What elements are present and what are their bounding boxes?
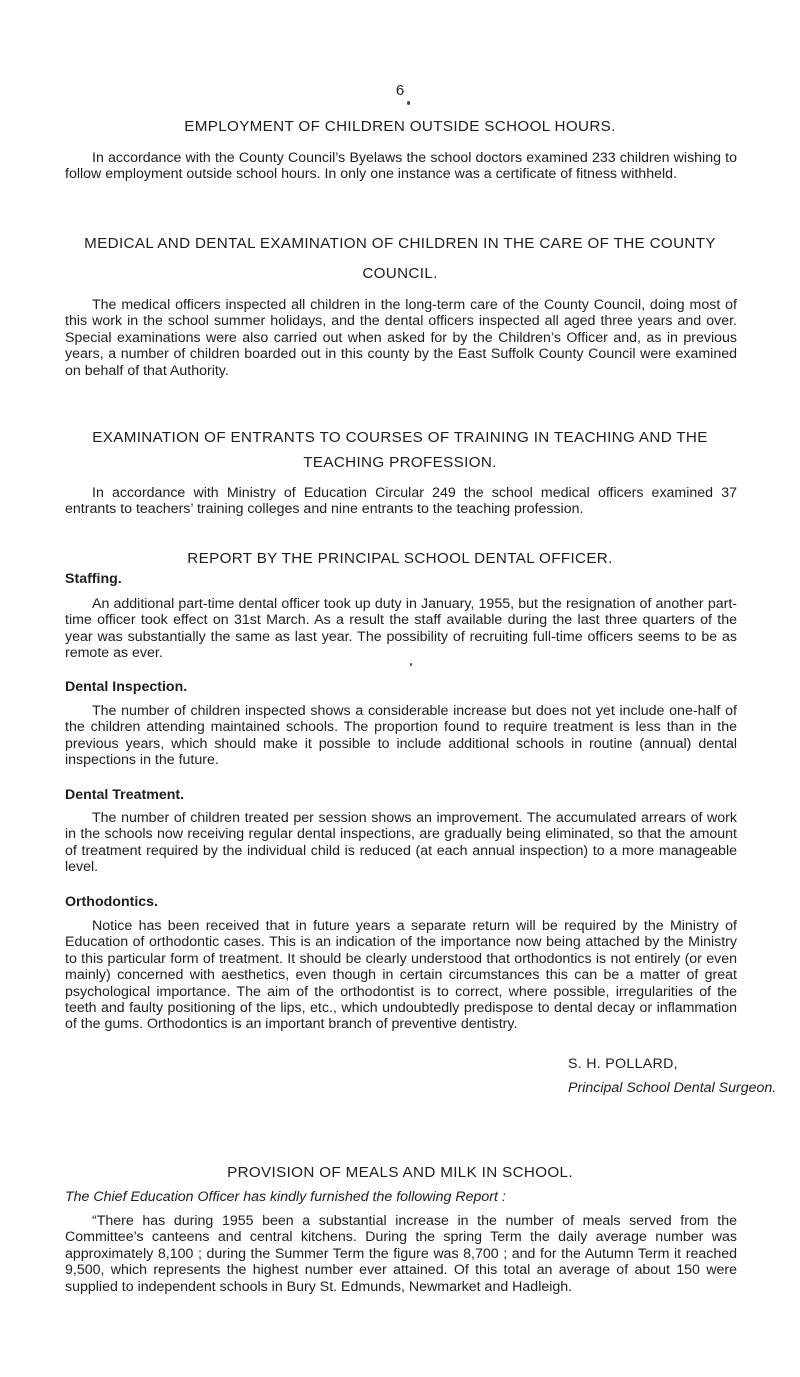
employment-heading: EMPLOYMENT OF CHILDREN OUTSIDE SCHOOL HOURS. [184,118,616,135]
entrants-heading-line2: TEACHING PROFESSION. [303,454,497,471]
dental-report-heading: REPORT BY THE PRINCIPAL SCHOOL DENTAL OFFICER. [187,550,613,567]
dental-treatment-paragraph: The number of children treated per session shows an improvement. The accumulated arrears of work in the schools now receiving regular dental inspections, are gradually being eliminated, so that the amount of treatment required by the individual child is reduced (at each annual inspection) to a more manageable level. [65,810,737,876]
orthodontics-paragraph: Notice has been received that in future years a separate return will be required by the Ministry of Education of orthodontic cases. This is an indication of the importance now being attached by the Ministry to this particular form of treatment. It should be clearly understood that orthodontics is not entirely (or even mainly) concerned with aesthetics, even though in certain circumstances this can be a matter of great psychological importance. The aim of the orthodontist is to correct, where possible, irregularities of the teeth and faulty positioning of the lips, etc., which undoubtedly predispose to dental decay or inflammation of the gums. Orthodontics is an important branch of preventive dentistry. [65,918,737,1033]
page-number: 6 [395,82,405,99]
meals-intro: The Chief Education Officer has kindly furnished the following Report : [65,1189,506,1205]
employment-paragraph: In accordance with the County Council’s Byelaws the school doctors examined 233 children wishing to follow employment outside school hours. In only one instance was a certificate of fitness withheld. [65,150,737,183]
signature-title: Principal School Dental Surgeon. [568,1080,777,1096]
orthodontics-heading: Orthodontics. [65,894,159,910]
dental-inspection-paragraph: The number of children inspected shows a considerable increase but does not yet include one-half of the children attending maintained schools. The proportion found to require treatment is less than in the previous years, which should make it possible to include additional schools in routine (annual) dental inspections in the future. [65,703,737,769]
medical-heading-line1: MEDICAL AND DENTAL EXAMINATION OF CHILDREN IN THE CARE OF THE COUNTY [84,235,716,252]
meals-paragraph: “There has during 1955 been a substantial increase in the number of meals served from the Committee’s canteens and central kitchens. During the spring Term the daily average number was approximately 8,100 ; during the Summer Term the figure was 8,700 ; and for the Autumn Term it reached 9,500, which represents the highest number ever attained. Of this total an average of about 150 were supplied to independent schools in Bury St. Edmunds, Newmarket and Hadleigh. [65,1213,737,1295]
medical-paragraph: The medical officers inspected all children in the long-term care of the County Council, doing most of this work in the school summer holidays, and the dental officers inspected all aged three years and over. Special examinations were also carried out when asked for by the Children’s Officer and, as in previous years, a number of children boarded out in this county by the East Suffolk County Council were examined on behalf of that Authority. [65,297,737,379]
dental-treatment-heading: Dental Treatment. [65,787,185,803]
signature-name: S. H. POLLARD, [568,1056,678,1072]
meals-heading: PROVISION OF MEALS AND MILK IN SCHOOL. [227,1164,573,1181]
entrants-heading-line1: EXAMINATION OF ENTRANTS TO COURSES OF TRAINING IN TEACHING AND THE [92,429,708,446]
entrants-paragraph: In accordance with Ministry of Education Circular 249 the school medical officers examined 37 entrants to teachers’ training colleges and nine entrants to the teaching profession. [65,485,737,518]
medical-heading-line2: COUNCIL. [362,265,438,282]
dental-inspection-heading: Dental Inspection. [65,679,188,695]
print-speck [407,101,410,105]
print-speck [410,663,412,666]
staffing-paragraph: An additional part-time dental officer took up duty in January, 1955, but the resignation of another part-time officer took effect on 31st March. As a result the staff available during the last three quarters of the year was substantially the same as last year. The possibility of recruiting full-time officers seems to be as remote as ever. [65,596,737,662]
staffing-heading: Staffing. [65,571,122,587]
